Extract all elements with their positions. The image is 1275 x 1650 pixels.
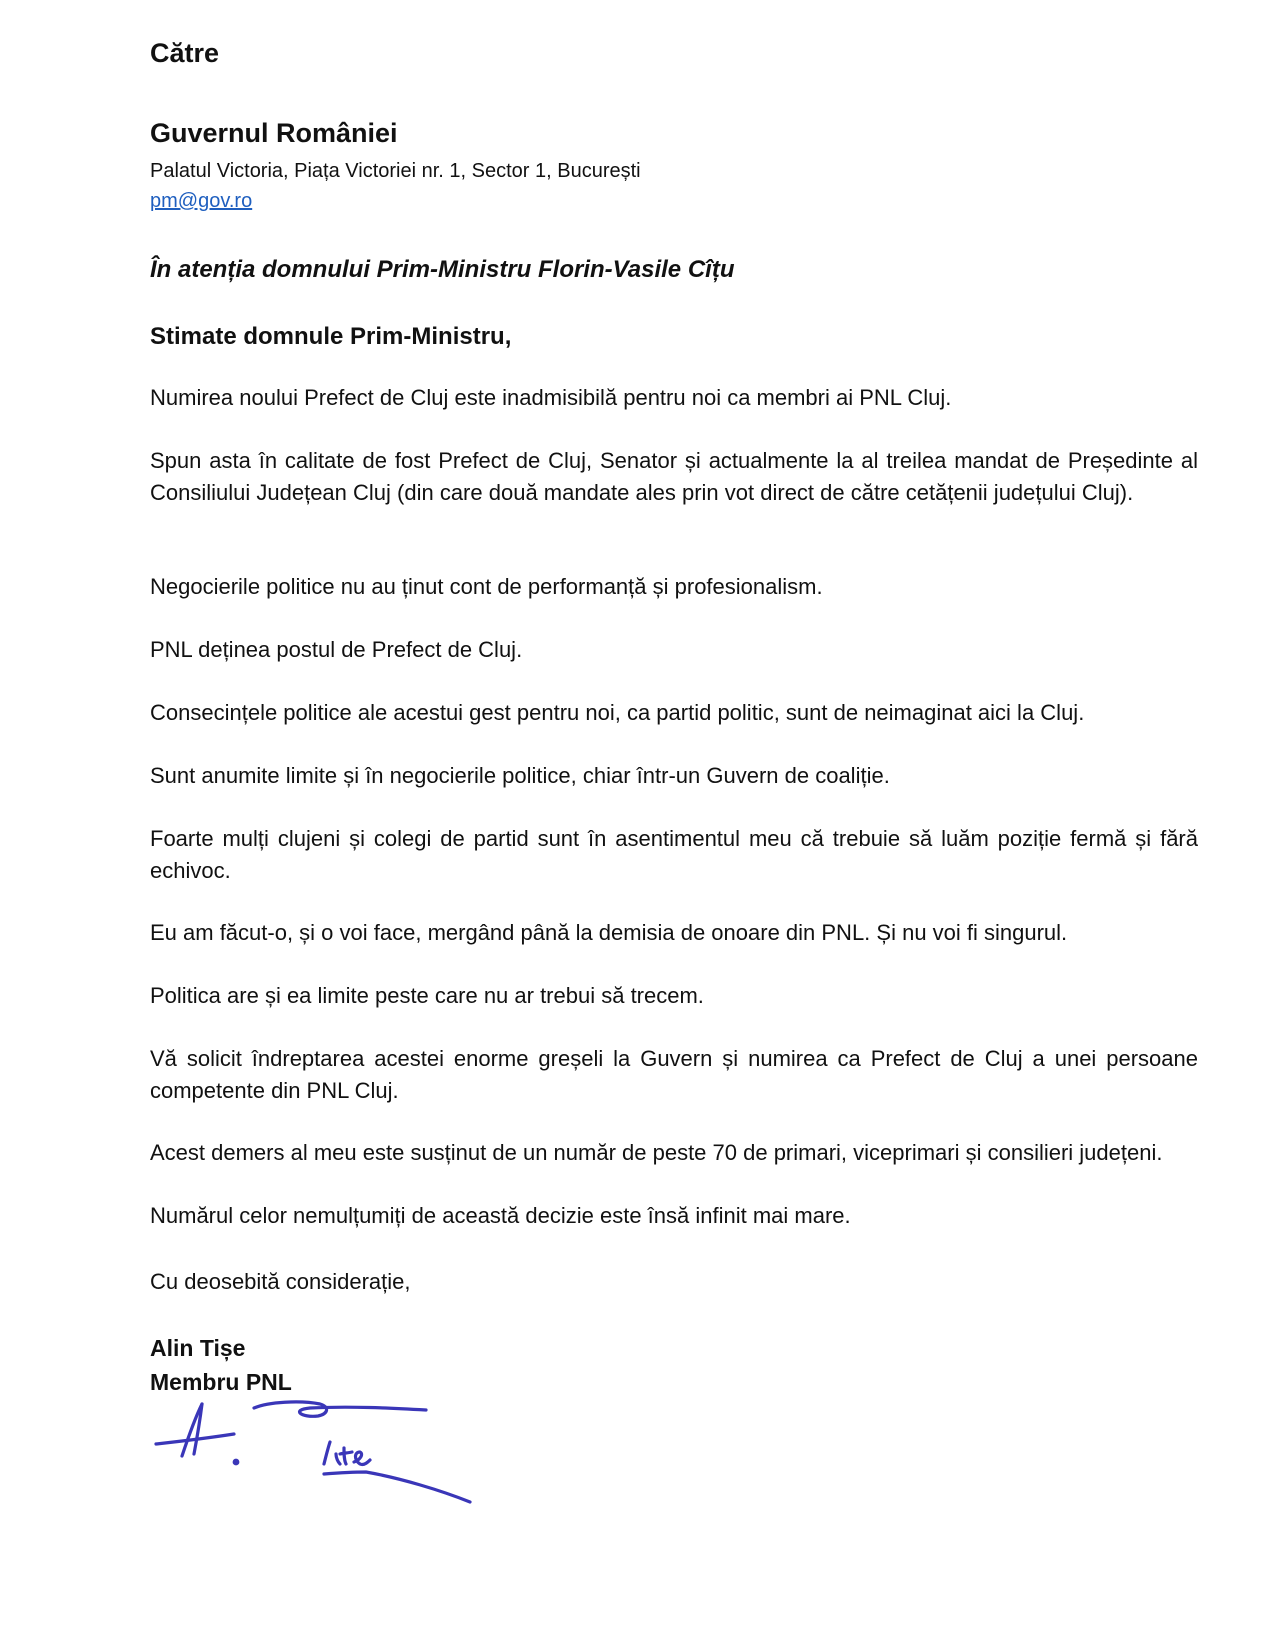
- body-paragraph: Numărul celor nemulțumiți de această decizie este însă infinit mai mare.: [150, 1203, 851, 1228]
- letter-page: [150, 0, 1200, 1650]
- signer-name: Alin Tișe: [150, 1335, 246, 1361]
- body-paragraph: PNL deținea postul de Prefect de Cluj.: [150, 637, 523, 662]
- body-paragraph: Acest demers al meu este susținut de un număr de peste 70 de primari, viceprimari și consilieri județeni.: [150, 1140, 1163, 1165]
- to-label: Către: [150, 38, 220, 68]
- closing-line: Cu deosebită considerație,: [150, 1269, 411, 1294]
- body-paragraph: Politica are și ea limite peste care nu ar trebui să trecem.: [150, 983, 704, 1008]
- body-paragraph: Numirea noului Prefect de Cluj este inadmisibilă pentru noi ca membri ai PNL Cluj.: [150, 385, 952, 410]
- attention-line: În atenția domnului Prim-Ministru Florin-Vasile Cîțu: [150, 256, 735, 283]
- handwritten-signature: [150, 1398, 490, 1520]
- signer-role: Membru PNL: [150, 1369, 292, 1395]
- body-paragraph: Spun asta în calitate de fost Prefect de Cluj, Senator și actualmente la al treilea mandat de Președinte al Consiliului Județean Cluj (din care două mandate ales prin vot direct de către cetățenii județului Cluj).: [150, 448, 1198, 505]
- body-paragraph: Consecințele politice ale acestui gest pentru noi, ca partid politic, sunt de neimaginat aici la Cluj.: [150, 700, 1085, 725]
- body-paragraph: Vă solicit îndreptarea acestei enorme greșeli la Guvern și numirea ca Prefect de Cluj a unei persoane competente din PNL Cluj.: [150, 1046, 1198, 1103]
- greeting: Stimate domnule Prim-Ministru,: [150, 323, 512, 350]
- body-paragraph: Eu am făcut-o, și o voi face, mergând până la demisia de onoare din PNL. Și nu voi fi singurul.: [150, 920, 1068, 945]
- recipient-name: Guvernul României: [150, 118, 398, 148]
- body-paragraph: Negocierile politice nu au ținut cont de performanță și profesionalism.: [150, 574, 823, 599]
- body-paragraph: Foarte mulți clujeni și colegi de partid sunt în asentimentul meu că trebuie să luăm poziție fermă și fără echivoc.: [150, 826, 1198, 883]
- body-paragraph: Sunt anumite limite și în negocierile politice, chiar într-un Guvern de coaliție.: [150, 763, 890, 788]
- recipient-address: Palatul Victoria, Piața Victoriei nr. 1, Sector 1, București: [150, 160, 641, 182]
- recipient-email-link[interactable]: pm@gov.ro: [150, 190, 253, 212]
